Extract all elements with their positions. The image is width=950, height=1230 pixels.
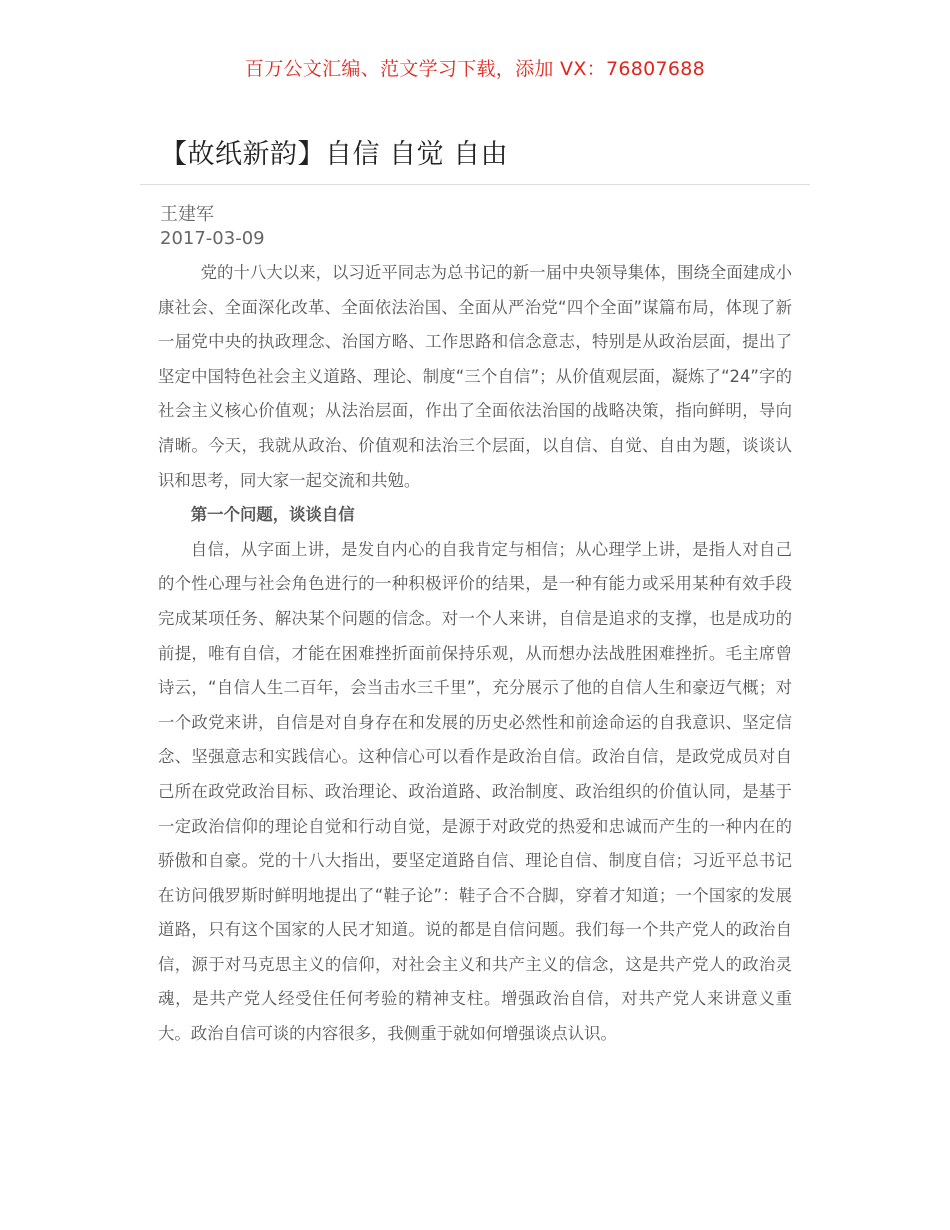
- article-title: 【故纸新韵】自信 自觉 自由: [160, 139, 509, 170]
- paragraph-confidence: 自信，从字面上讲，是发自内心的自我肯定与相信；从心理学上讲，是指人对自己的个性心理与社会角色进行的一种积极评价的结果，是一种有能力或采用某种有效手段完成某项任务、解决某个问题的信念。对一个人来讲，自信是追求的支撑，也是成功的前提，唯有自信，才能在困难挫折面前保持乐观，从而想办法战胜困难挫折。毛主席曾诗云，“自信人生二百年，会当击水三千里”，充分展示了他的自信人生和豪迈气概；对一个政党来讲，自信是对自身存在和发展的历史必然性和前途命运的自我意识、坚定信念、坚强意志和实践信心。这种信心可以看作是政治自信。政治自信，是政党成员对自己所在政党政治目标、政治理论、政治道路、政治制度、政治组织的价值认同，是基于一定政治信仰的理论自觉和行动自觉，是源于对政党的热爱和忠诚而产生的一种内在的骄傲和自豪。党的十八大指出，要坚定道路自信、理论自信、制度自信；习近平总书记在访问俄罗斯时鲜明地提出了“鞋子论”：鞋子合不合脚，穿着才知道；一个国家的发展道路，只有这个国家的人民才知道。说的都是自信问题。我们每一个共产党人的政治自信，源于对马克思主义的信仰，对社会主义和共产主义的信念，这是共产党人的政治灵魂，是共产党人经受住任何考验的精神支柱。增强政治自信，对共产党人来讲意义重大。政治自信可谈的内容很多，我侧重于就如何增强谈点认识。: [158, 539, 792, 1044]
- promo-banner: 百万公文汇编、范文学习下载，添加 VX：76807688: [244, 58, 706, 80]
- paragraph-intro: 党的十八大以来，以习近平同志为总书记的新一届中央领导集体，围绕全面建成小康社会、全面深化改革、全面依法治国、全面从严治党“四个全面”谋篇布局，体现了新一届党中央的执政理念、治国方略、工作思路和信念意志，特别是从政治层面，提出了坚定中国特色社会主义道路、理论、制度“三个自信”；从价值观层面，凝炼了“24”字的社会主义核心价值观；从法治层面，作出了全面依法治国的战略决策，指向鲜明，导向清晰。今天，我就从政治、价值观和法治三个层面，以自信、自觉、自由为题，谈谈认识和思考，同大家一起交流和共勉。: [158, 263, 792, 490]
- article-body: [158, 256, 792, 1052]
- article-date: 2017-03-09: [160, 228, 265, 249]
- title-divider: [140, 184, 810, 185]
- article-author: 王建军: [160, 204, 214, 225]
- section-heading: 第一个问题，谈谈自信: [190, 505, 355, 525]
